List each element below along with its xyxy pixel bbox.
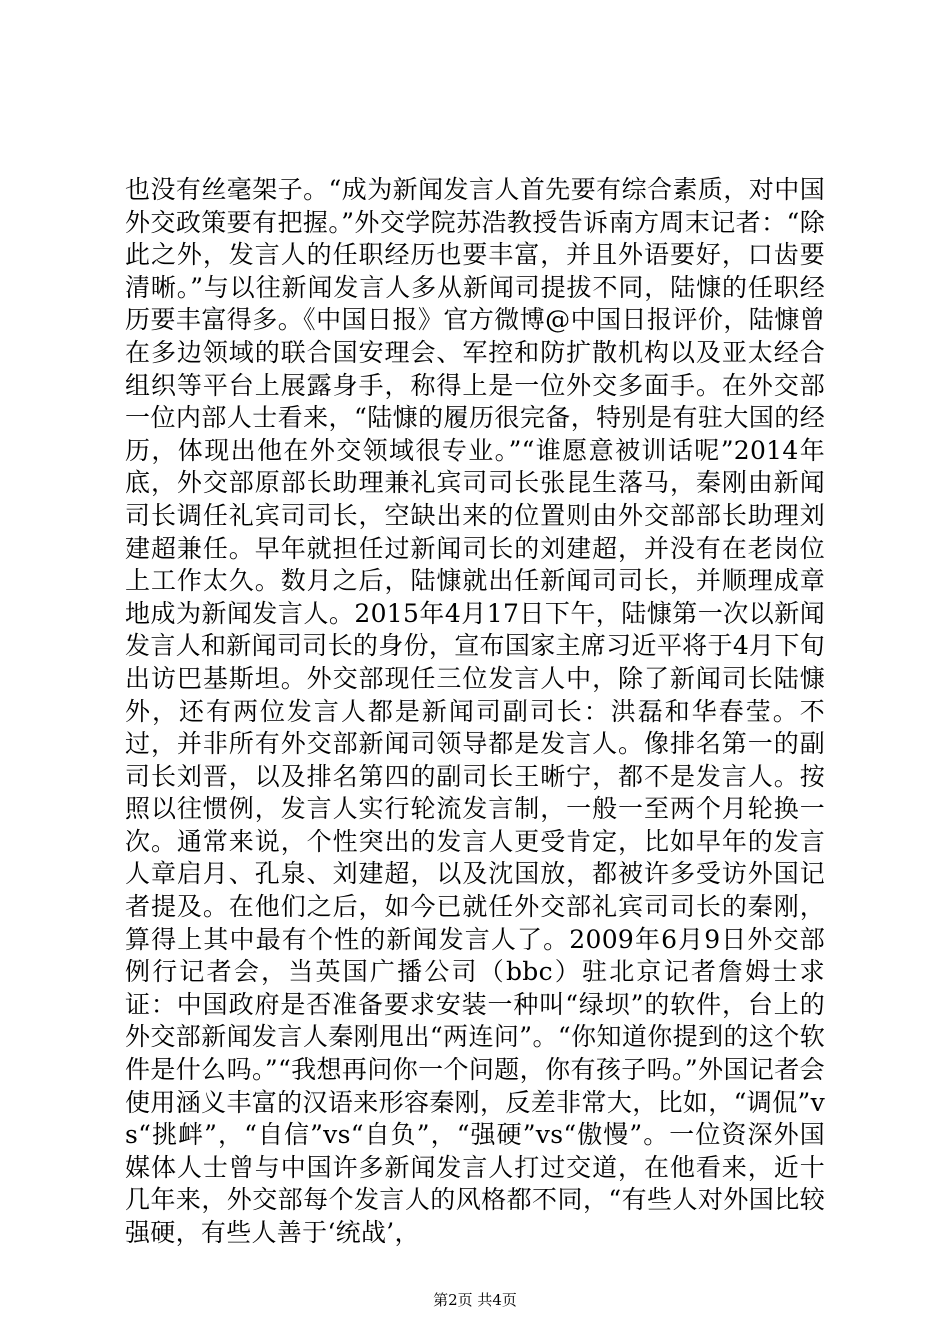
body-paragraph: 也没有丝毫架子。“成为新闻发言人首先要有综合素质，对中国外交政策要有把握。”外交学院苏浩教授告诉南方周末记者：“除此之外，发言人的任职经历也要丰富，并且外语要好，口齿要清晰。”与以往新闻发言人多从新闻司提拔不同，陆慷的任职经历要丰富得多。《中国日报》官方微博@中国日报评价，陆慷曾在多边领域的联合国安理会、军控和防扩散机构以及亚太经合组织等平台上展露身手，称得上是一位外交多面手。在外交部一位内部人士看来，“陆慷的履历很完备，特别是有驻大国的经历，体现出他在外交领域很专业。”“谁愿意被训话呢”2014年底，外交部原部长助理兼礼宾司司长张昆生落马，秦刚由新闻司长调任礼宾司司长，空缺出来的位置则由外交部部长助理刘建超兼任。早年就担任过新闻司长的刘建超，并没有在老岗位上工作太久。数月之后，陆慷就出任新闻司司长，并顺理成章地成为新闻发言人。2015年4月17日下午，陆慷第一次以新闻发言人和新闻司司长的身份，宣布国家主席习近平将于4月下旬出访巴基斯坦。外交部现任三位发言人中，除了新闻司长陆慷外，还有两位发言人都是新闻司副司长：洪磊和华春莹。不过，并非所有外交部新闻司领导都是发言人。像排名第一的副司长刘晋，以及排名第四的副司长王晰宁，都不是发言人。按照以往惯例，发言人实行轮流发言制，一般一至两个月轮换一次。通常来说，个性突出的发言人更受肯定，比如早年的发言人章启月、孔泉、刘建超，以及沈国放，都被许多受访外国记者提及。在他们之后，如今已就任外交部礼宾司司长的秦刚，算得上其中最有个性的新闻发言人了。2009年6月9日外交部例行记者会，当英国广播公司（bbc）驻北京记者詹姆士求证：中国政府是否准备要求安装一种叫“绿坝”的软件，台上的外交部新闻发言人秦刚甩出“两连问”。“你知道你提到的这个软件是什么吗。”“我想再问你一个问题，你有孩子吗。”外国记者会使用涵义丰富的汉语来形容秦刚，反差非常大，比如，“调侃”vs“挑衅”，“自信”vs“自负”，“强硬”vs“傲慢”。一位资深外国媒体人士曾与中国许多新闻发言人打过交道，在他看来，近十几年来，外交部每个发言人的风格都不同，“有些人对外国比较强硬，有些人善于‘统战’， [125, 175, 825, 1247]
page-number-footer: 第2页 共4页 [433, 1291, 517, 1309]
